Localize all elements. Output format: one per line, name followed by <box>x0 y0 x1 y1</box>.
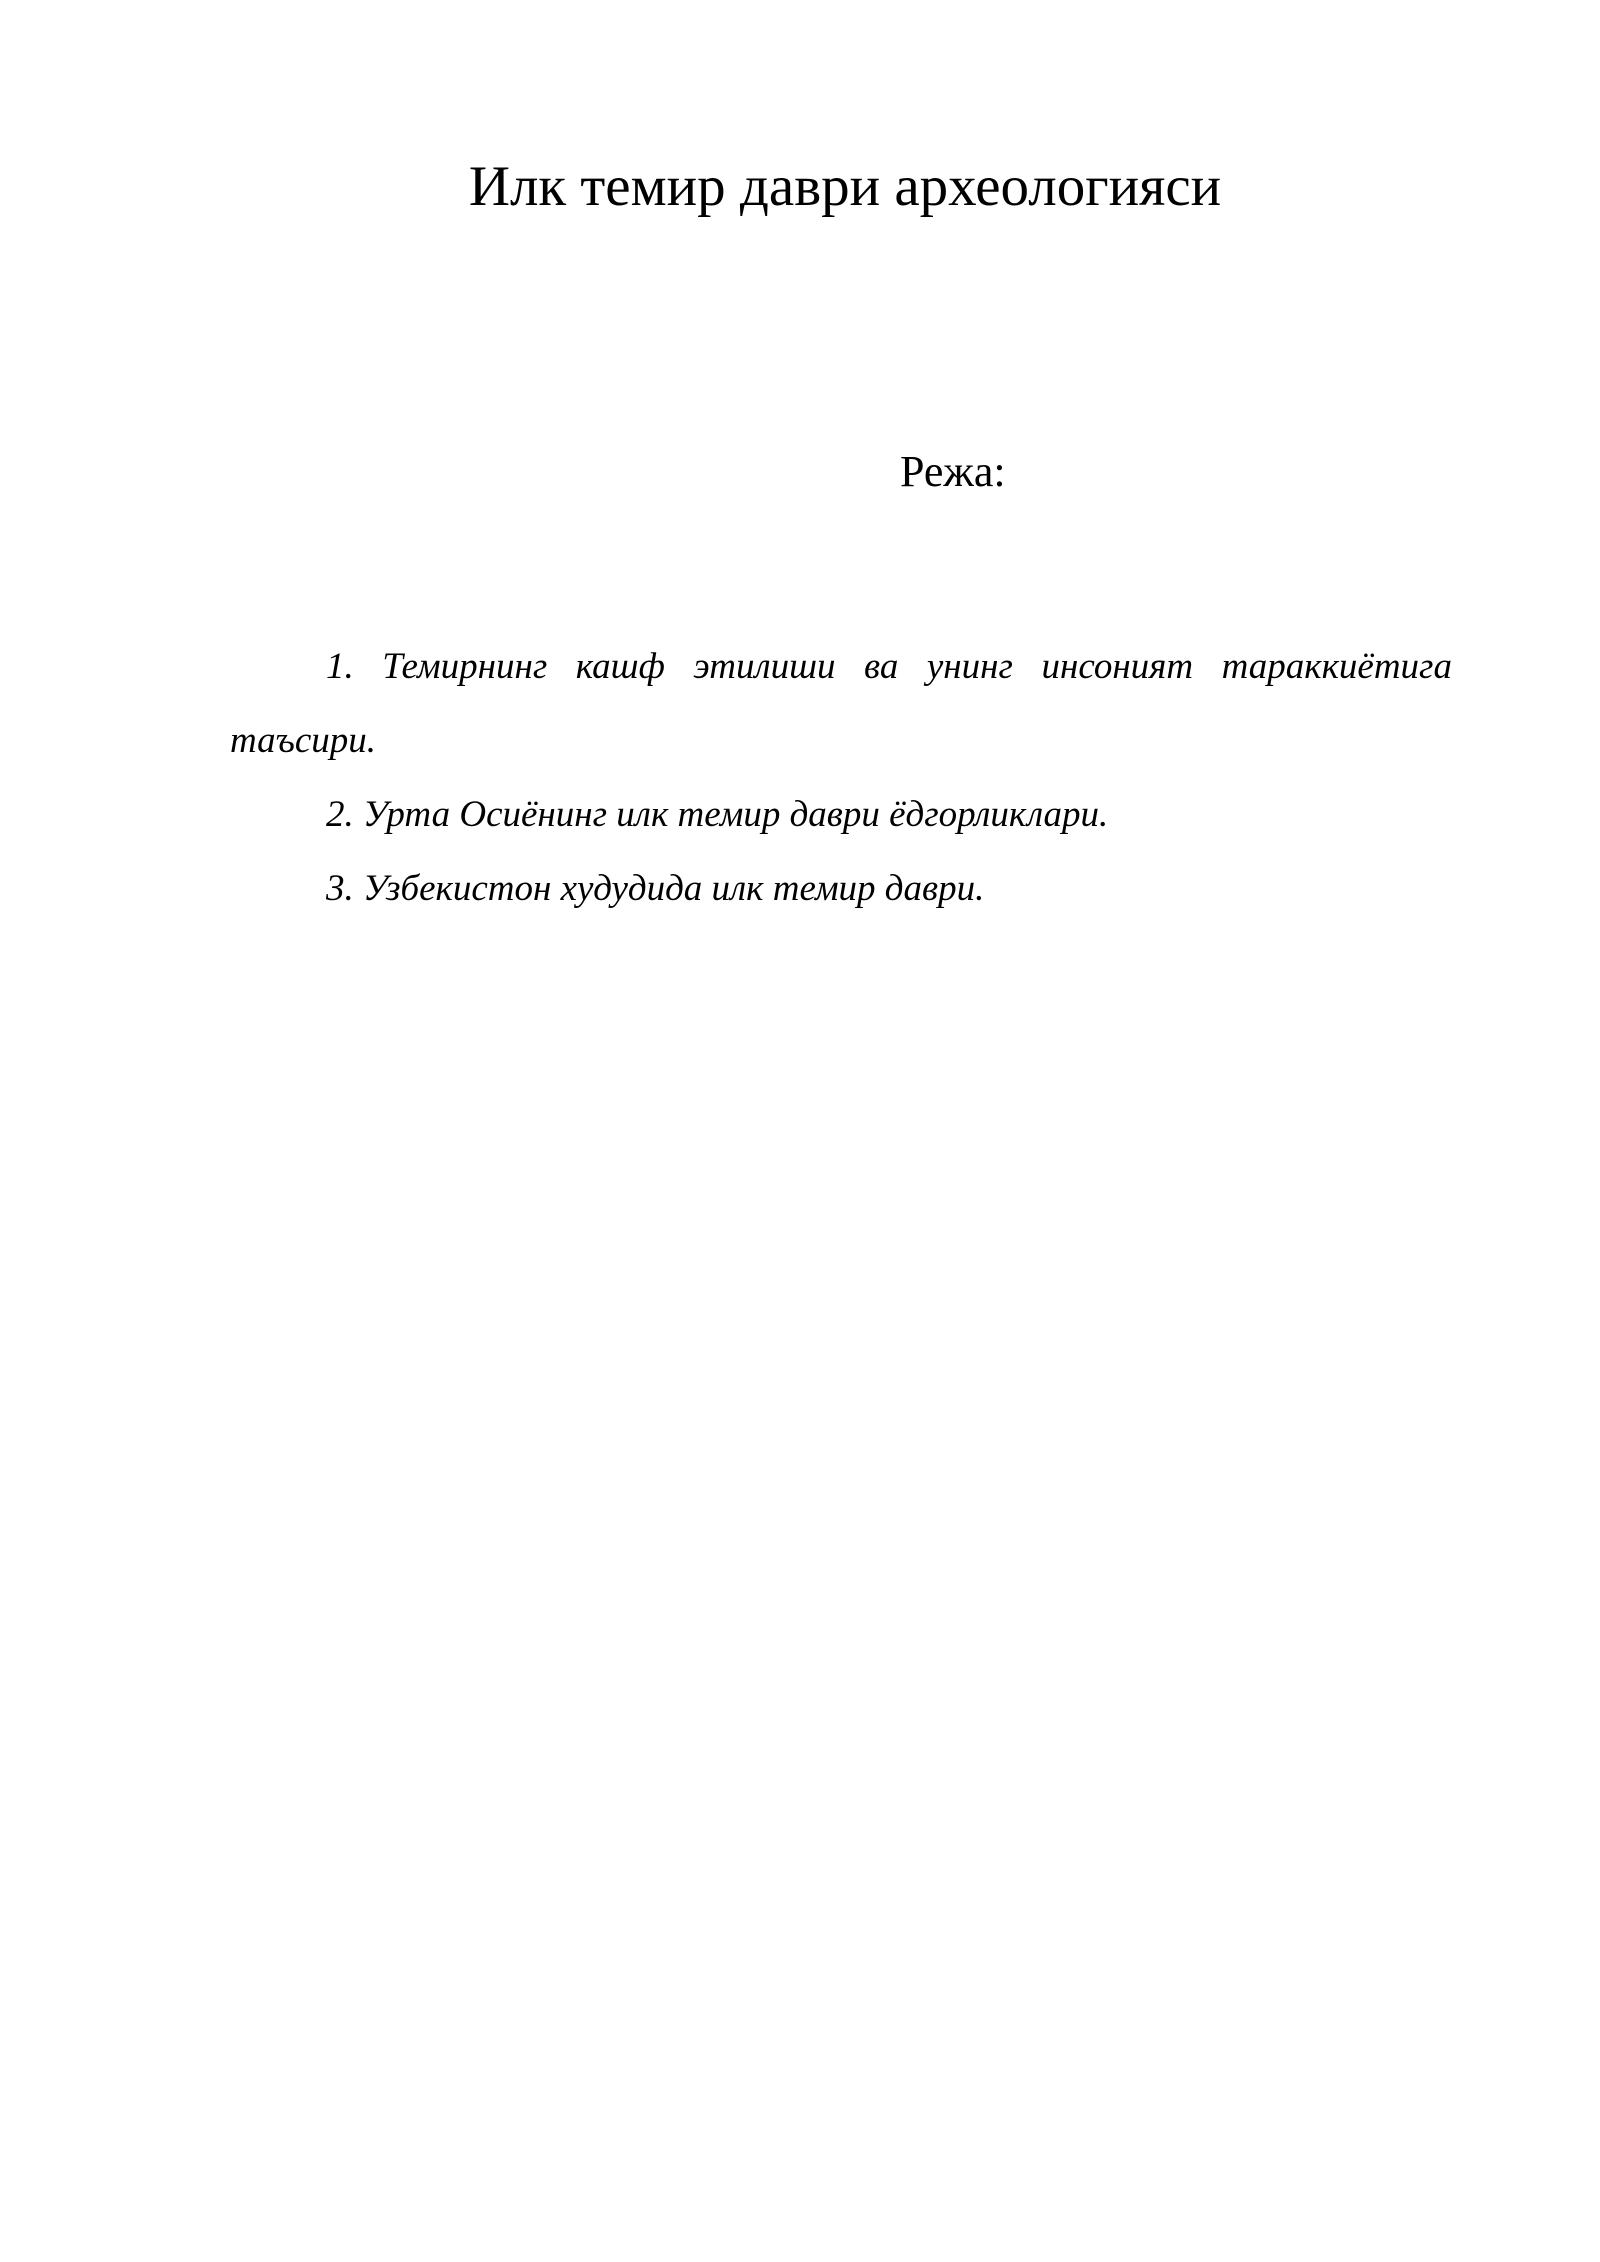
plan-list <box>230 630 1452 926</box>
document-title: Илк темир даври археологияси <box>468 155 1222 218</box>
plan-item-1: 1. Темирнинг кашф этилиши ва унинг инсоният тараккиётига таъсири. <box>230 646 1452 761</box>
plan-item-2: 2. Урта Осиёнинг илк темир даври ёдгорликлари. <box>326 794 1109 835</box>
plan-heading: Режа: <box>900 447 1006 496</box>
plan-item-3: 3. Узбекистон худудида илк темир даври. <box>326 868 985 909</box>
